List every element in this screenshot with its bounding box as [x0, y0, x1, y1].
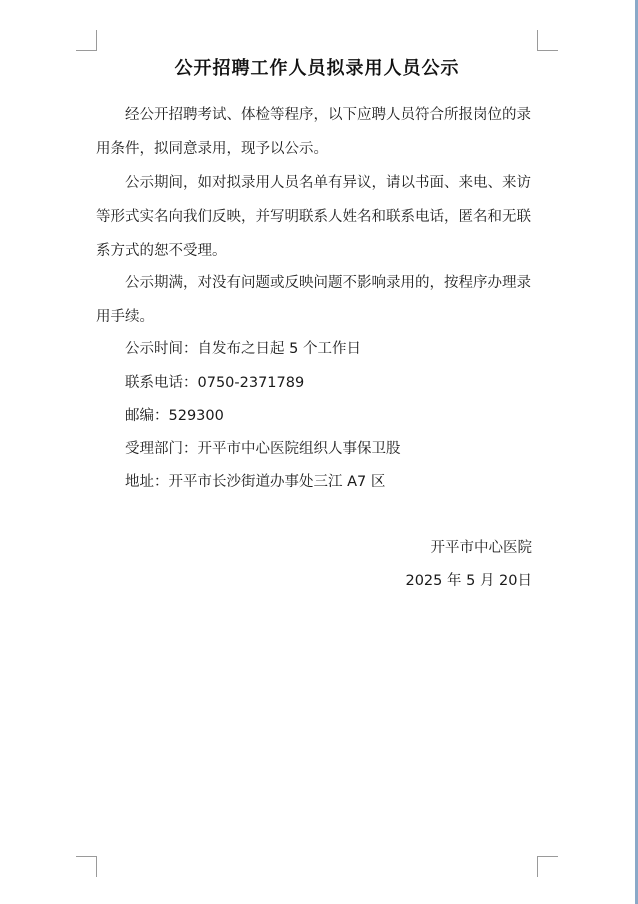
info-department: 受理部门：开平市中心医院组织人事保卫股	[125, 441, 401, 457]
paragraph-intro: 经公开招聘考试、体检等程序，以下应聘人员符合所报岗位的录用条件，拟同意录用，现予以公示。	[96, 107, 531, 157]
crop-mark-bottom-right	[537, 856, 558, 877]
signature-date: 2025 年 5 月 20日	[405, 573, 532, 589]
crop-mark-top-right	[537, 30, 558, 51]
info-postcode: 邮编：529300	[125, 408, 224, 424]
document-title: 公开招聘工作人员拟录用人员公示	[174, 58, 460, 79]
info-phone: 联系电话：0750-2371789	[125, 375, 305, 391]
signature-organization: 开平市中心医院	[430, 540, 532, 556]
paragraph-completion: 公示期满，对没有问题或反映问题不影响录用的，按程序办理录用手续。	[96, 275, 531, 325]
paragraph-objection: 公示期间，如对拟录用人员名单有异议，请以书面、来电、来访等形式实名向我们反映，并写明联系人姓名和联系电话，匿名和无联系方式的恕不受理。	[96, 175, 531, 259]
info-publicity-period: 公示时间：自发布之日起 5 个工作日	[125, 341, 361, 357]
crop-mark-top-left	[76, 30, 97, 51]
crop-mark-bottom-left	[76, 856, 97, 877]
info-address: 地址：开平市长沙街道办事处三江 A7 区	[125, 474, 386, 490]
